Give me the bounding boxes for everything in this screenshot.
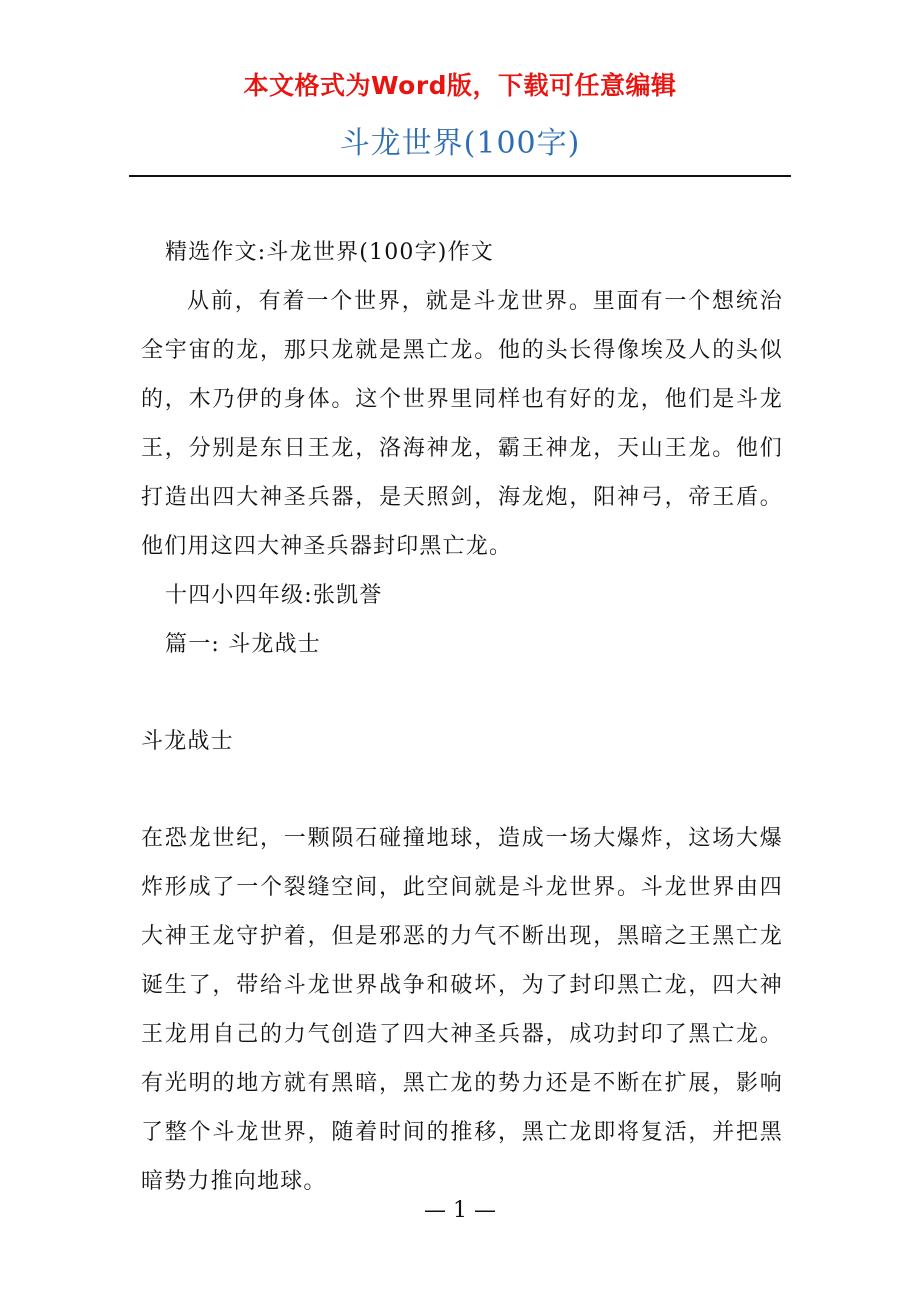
article-heading: 精选作文:斗龙世界(100字)作文	[165, 240, 494, 265]
story-paragraph: 从前，有着一个世界，就是斗龙世界。里面有一个想统治全宇宙的龙，那只龙就是黑亡龙。他的头长得像埃及人的头似的，木乃伊的身体。这个世界里同样也有好的龙，他们是斗龙王，分别是东日王龙，洛海神龙，霸王神龙，天山王龙。他们打造出四大神圣兵器，是天照剑，海龙炮，阳神弓，帝王盾。他们用这四大神圣兵器封印黑亡龙。	[141, 289, 783, 559]
document-body	[141, 228, 783, 1206]
author-line: 十四小四年级:张凯誉	[165, 583, 383, 608]
section-title: 斗龙战士	[141, 729, 234, 754]
download-banner: 本文格式为Word版，下载可任意编辑	[243, 71, 677, 100]
chapter-heading: 篇一: 斗龙战士	[165, 632, 322, 657]
document-title: 斗龙世界(100字)	[339, 126, 581, 161]
title-divider	[129, 175, 791, 177]
story-paragraph-2: 在恐龙世纪，一颗陨石碰撞地球，造成一场大爆炸，这场大爆炸形成了一个裂缝空间，此空间就是斗龙世界。斗龙世界由四大神王龙守护着，但是邪恶的力气不断出现，黑暗之王黑亡龙诞生了，带给斗龙世界战争和破坏，为了封印黑亡龙，四大神王龙用自己的力气创造了四大神圣兵器，成功封印了黑亡龙。有光明的地方就有黑暗，黑亡龙的势力还是不断在扩展，影响了整个斗龙世界，随着时间的推移，黑亡龙即将复活，并把黑暗势力推向地球。	[141, 826, 783, 1194]
page-number: — 1 —	[424, 1198, 496, 1223]
